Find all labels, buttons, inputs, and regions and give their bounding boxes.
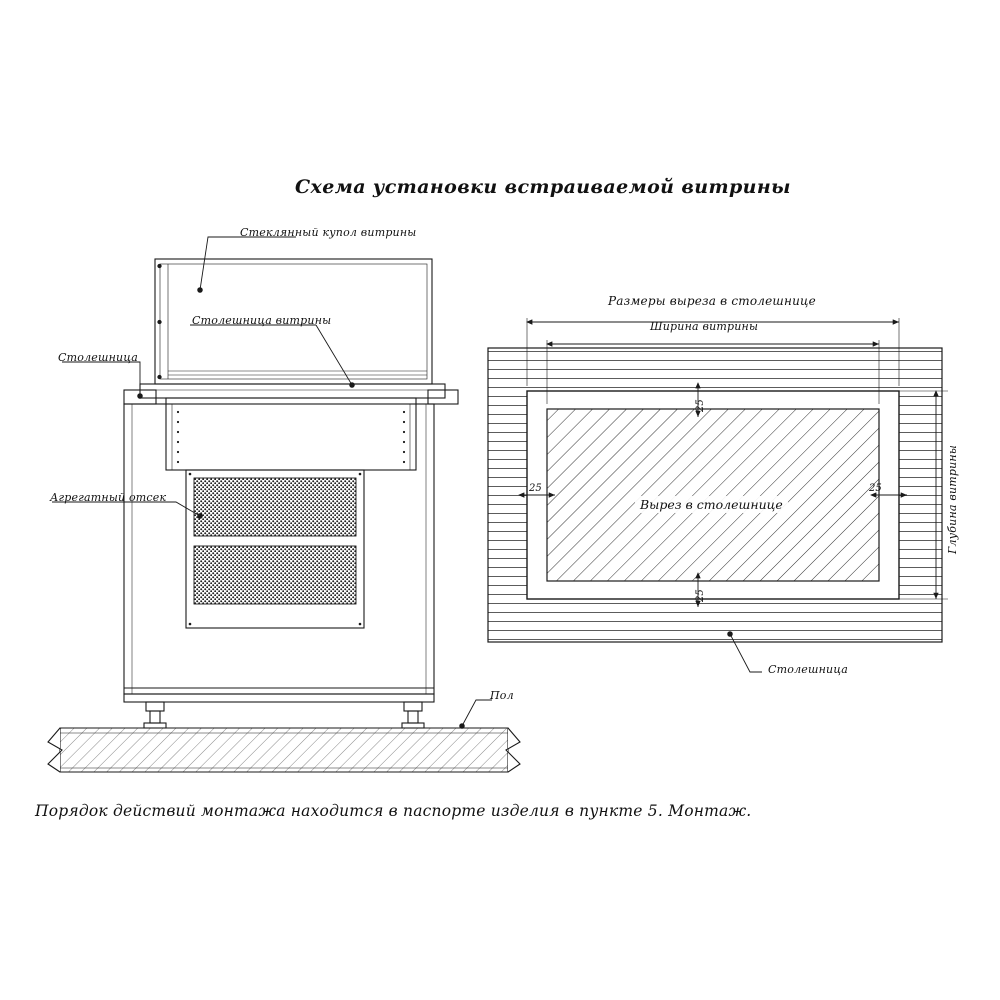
- label-cutout-dimensions: Размеры выреза в столешнице: [608, 294, 816, 308]
- label-showcase-worktop: Столешница витрины: [192, 314, 332, 327]
- label-glass-dome: Стеклянный купол витрины: [240, 226, 417, 239]
- page-title: Схема установки встраиваемой витрины: [295, 176, 791, 198]
- dim-gap-right: 25: [869, 483, 882, 494]
- dim-gap-bottom: 25: [695, 589, 706, 602]
- label-showcase-depth: Глубина витрины: [946, 444, 959, 554]
- label-worktop-right: Столешница: [768, 663, 848, 676]
- label-cutout-area: Вырез в столешнице: [635, 496, 788, 513]
- dim-gap-left: 25: [529, 483, 542, 494]
- label-showcase-width: Ширина витрины: [650, 320, 759, 333]
- label-worktop-left: Столешница: [58, 351, 138, 364]
- installation-note: Порядок действий монтажа находится в паспорте изделия в пункте 5. Монтаж.: [35, 802, 752, 820]
- label-unit-compartment: Агрегатный отсек: [50, 491, 167, 504]
- dim-gap-top: 25: [695, 399, 706, 412]
- label-floor: Пол: [490, 689, 514, 702]
